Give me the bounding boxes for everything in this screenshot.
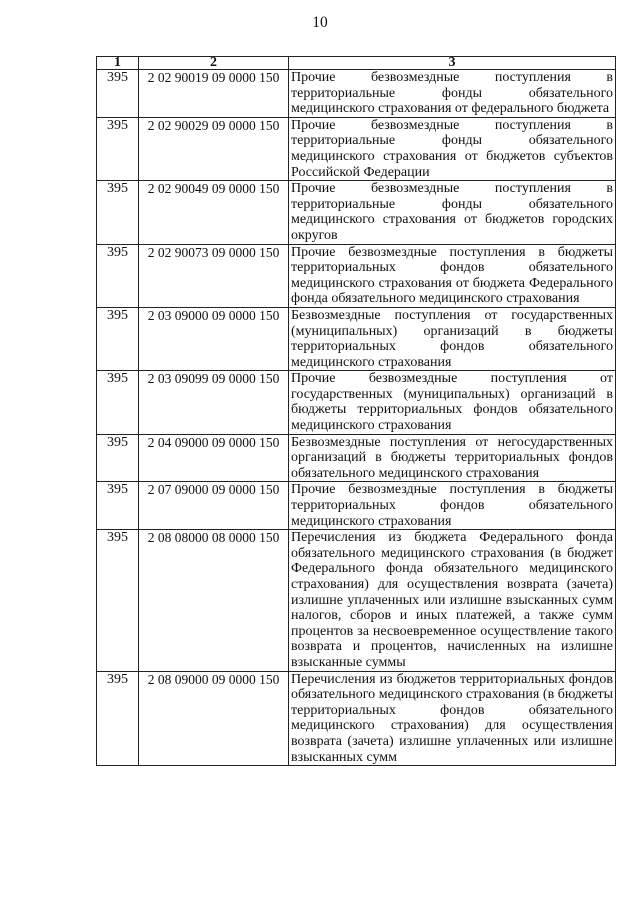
- header-col-1: 1: [97, 57, 139, 70]
- revenue-name-cell: Безвозмездные поступления от государственных (муниципальных) организаций в бюджеты территориальных фондов обязательного медицинского страхования: [289, 307, 616, 370]
- budget-code-cell: 2 02 90073 09 0000 150: [139, 244, 289, 307]
- revenue-name-cell: Прочие безвозмездные поступления в бюджеты территориальных фондов обязательного медицинского страхования от бюджета Федерального фонда обязательного медицинского страхования: [289, 244, 616, 307]
- admin-code-cell: 395: [97, 434, 139, 482]
- table-row: [97, 530, 616, 671]
- admin-code-cell: 395: [97, 671, 139, 766]
- admin-code-cell: 395: [97, 70, 139, 118]
- budget-code-cell: 2 03 09000 09 0000 150: [139, 307, 289, 370]
- budget-code-cell: 2 03 09099 09 0000 150: [139, 371, 289, 434]
- admin-code-cell: 395: [97, 482, 139, 530]
- revenue-name-cell: Безвозмездные поступления от негосударственных организаций в бюджеты территориальных фондов обязательного медицинского страхования: [289, 434, 616, 482]
- revenue-name-cell: Прочие безвозмездные поступления в территориальные фонды обязательного медицинского страхования от бюджетов городских округов: [289, 181, 616, 244]
- table-row: [97, 482, 616, 530]
- table-row: [97, 434, 616, 482]
- revenue-name-cell: Перечисления из бюджета Федерального фонда обязательного медицинского страхования (в бюджет Федерального фонда обязательного медицинского страхования) для осуществления возврата (зачета) излишне уплаченных или излишне взысканных сумм налогов, сборов и иных платежей, а также сумм процентов за несвоевременное осуществление такого возврата и процентов, начисленных на излишне взысканные суммы: [289, 530, 616, 671]
- budget-code-cell: 2 02 90019 09 0000 150: [139, 70, 289, 118]
- admin-code-cell: 395: [97, 244, 139, 307]
- revenue-name-cell: Прочие безвозмездные поступления в бюджеты территориальных фондов обязательного медицинского страхования: [289, 482, 616, 530]
- budget-code-cell: 2 07 09000 09 0000 150: [139, 482, 289, 530]
- budget-code-cell: 2 08 09000 09 0000 150: [139, 671, 289, 766]
- table-row: [97, 181, 616, 244]
- revenue-name-cell: Прочие безвозмездные поступления от государственных (муниципальных) организаций в бюджеты территориальных фондов обязательного медицинского страхования: [289, 371, 616, 434]
- revenue-name-cell: Прочие безвозмездные поступления в территориальные фонды обязательного медицинского страхования от федерального бюджета: [289, 70, 616, 118]
- admin-code-cell: 395: [97, 181, 139, 244]
- admin-code-cell: 395: [97, 530, 139, 671]
- table-row: [97, 70, 616, 118]
- budget-code-cell: 2 02 90049 09 0000 150: [139, 181, 289, 244]
- budget-code-cell: 2 04 09000 09 0000 150: [139, 434, 289, 482]
- table-row: [97, 371, 616, 434]
- admin-code-cell: 395: [97, 371, 139, 434]
- admin-code-cell: 395: [97, 307, 139, 370]
- table-row: [97, 117, 616, 180]
- header-col-2: 2: [139, 57, 289, 70]
- table-header-row: [97, 57, 616, 70]
- header-col-3: 3: [289, 57, 616, 70]
- table-row: [97, 244, 616, 307]
- revenue-name-cell: Перечисления из бюджетов территориальных фондов обязательного медицинского страхования (в бюджеты территориальных фондов обязательного медицинского страхования) для осуществления возврата (зачета) излишне уплаченных или излишне взысканных сумм: [289, 671, 616, 766]
- table-row: [97, 307, 616, 370]
- budget-code-cell: 2 02 90029 09 0000 150: [139, 117, 289, 180]
- revenue-name-cell: Прочие безвозмездные поступления в территориальные фонды обязательного медицинского страхования от бюджетов субъектов Российской Федерации: [289, 117, 616, 180]
- budget-code-cell: 2 08 08000 08 0000 150: [139, 530, 289, 671]
- table-row: [97, 671, 616, 766]
- page-number: 10: [312, 14, 328, 31]
- budget-codes-table: [96, 56, 616, 766]
- admin-code-cell: 395: [97, 117, 139, 180]
